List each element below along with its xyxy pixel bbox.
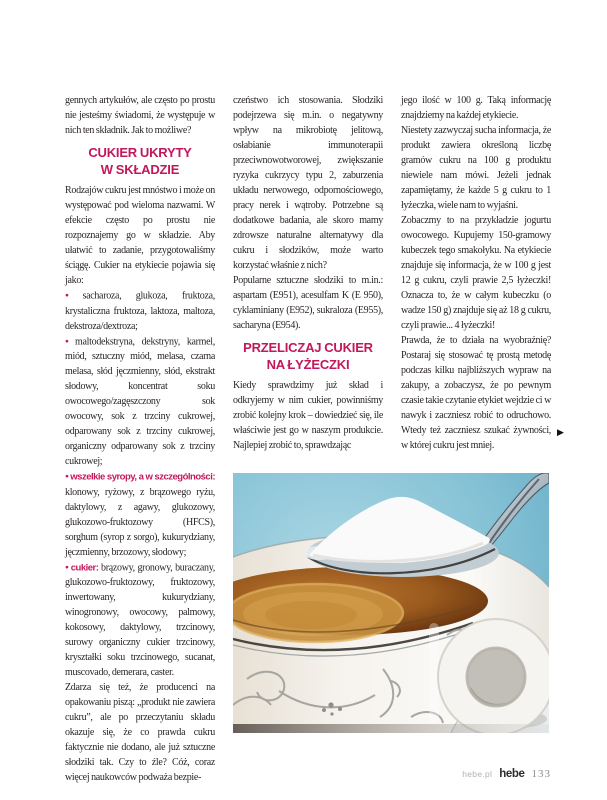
column-1 <box>65 93 215 785</box>
article-continues-arrow-icon: ▶ <box>557 428 564 438</box>
paragraph: Rodzajów cukru jest mnóstwo i może on występować pod wieloma nazwami. W efekcie często po prostu nie rozpoznajemy go w składzie. Aby ułatwić to zadanie, przygotowaliśmy ściągę. Cukier na etykiecie pojawia się jako: <box>65 185 215 286</box>
footer-website: hebe.pl <box>462 769 493 779</box>
photo-bottom-shadow <box>233 724 549 733</box>
footer-page-number: 133 <box>531 768 551 780</box>
list-item-text: klonowy, ryżowy, z brązowego ryżu, daktylowy, z agawy, glukozowy, glukozowo-fruktozowy (HFCS), sorghum (syrop z sorgo), kukurydziany, jęczmienny, brzozowy, słodowy; <box>65 486 215 558</box>
paragraph: Popularne sztuczne słodziki to m.in.: aspartam (E951), acesulfam K (E 950), cyklaminiany (E952), sukraloza (E955), sacharyna (E954). <box>233 275 383 331</box>
section-heading-cukier-ukryty <box>65 145 215 178</box>
footer-brand-logo: hebe <box>499 768 525 780</box>
list-item <box>65 560 215 681</box>
list-item-text: sacharoza, glukoza, fruktoza, krystaliczna fruktoza, laktoza, maltoza, dekstroza/dextroza; <box>65 290 215 332</box>
heading-line: W SKŁADZIE <box>100 161 180 177</box>
paragraph: czeństwo ich stosowania. Słodziki podejrzewa się m.in. o negatywny wpływ na mikrobiotę jelitową, osłabianie immunoterapii przeciwnowotworowej, zwiększanie ryzyka cukrzycy typu 2, zaburzenia układu nerwowego, odpornościowego, pracy nerek i wątroby. Potrzebne są dodatkowe badania, ale skoro mamy zdrowsze naturalne alternatywy dla cukru i słodzików, może warto korzystać właśnie z nich? <box>233 95 383 271</box>
paragraph: jego ilość w 100 g. Taką informację znajdziemy na każdej etykiecie. <box>401 95 551 121</box>
section-heading-przeliczaj-cukier <box>233 340 383 373</box>
heading-line: NA ŁYŻECZKI <box>266 356 350 372</box>
list-item-text: maltodekstryna, dekstryny, karmel, miód, sztuczny miód, melasa, czarna melasa, słód jęczmienny, słód, ekstrakt słodowy, koncentrat soku owocowego/zagęszczony sok owocowy, sok z trzciny cukrowej, odparowany sok z trzciny cukrowej, organiczny odparowany sok z trzciny cukrowej; <box>65 336 215 467</box>
lemon-slice <box>233 584 403 642</box>
list-item <box>65 469 215 560</box>
tea-cup-sugar-photo <box>233 473 549 733</box>
heading-line: PRZELICZAJ CUKIER <box>243 340 373 355</box>
list-item <box>65 334 215 470</box>
list-item-lead: cukier: <box>70 562 99 573</box>
list-item-lead: wszelkie syropy, a w szczególności: <box>70 471 215 483</box>
page-footer <box>0 768 551 780</box>
bullet-icon: ● <box>65 292 82 299</box>
heading-line: CUKIER UKRYTY <box>88 145 192 160</box>
paragraph: gennych artykułów, ale często po prostu nie jesteśmy świadomi, że występuje w nich ten składnik. Jak to możliwe? <box>65 95 215 136</box>
paragraph: Niestety zazwyczaj sucha informacja, że produkt zawiera określoną liczbę gramów cukru na 100 g produktu niewiele nam mówi. Jeżeli jednak zapamiętamy, że każde 5 g cukru to 1 łyżeczka, wiele nam to wyjaśni. <box>401 125 551 211</box>
bullet-icon: ● <box>65 337 75 345</box>
paragraph: Kiedy sprawdzimy już skład i odkryjemy w nim cukier, powinniśmy zrobić kolejny krok – dowiedzieć się, ile właściwie jest go w naszym produkcie. Najlepiej zrobić to, sprawdzając <box>233 380 383 451</box>
paragraph: Prawda, że to działa na wyobraźnię? Postaraj się stosować tę prostą metodę podczas kilku najbliższych wypraw na zakupy, a zobaczysz, że po pewnym czasie takie czytanie etykiet wejdzie ci w nawyk i zaczniesz robić to odruchowo. Wtedy też zaczniesz szukać żywności, w której cukru jest mniej. <box>401 335 551 451</box>
bullet-icon: ● <box>65 473 70 480</box>
sugar-names-list <box>65 288 215 680</box>
tea-photo-illustration <box>233 473 549 733</box>
list-item-text: brązowy, gronowy, buraczany, glukozowo-fruktozowy, fruktozowy, inwertowany, kukurydziany, winogronowy, owocowy, palmowy, kokosowy, daktylowy, trzcinowy, surowy organiczny cukier trzcinowy, kryształki soku trzcinowego, sucanat, muscovado, demerara, caster. <box>65 562 215 678</box>
bullet-icon: ● <box>65 563 70 571</box>
paragraph: Zobaczmy to na przykładzie jogurtu owocowego. Kupujemy 150-gramowy kubeczek tego smakołyku. Na etykiecie znajduje się informacja, że w 100 g jest 12 g cukru, czyli prawie 2,5 łyżeczki! Oznacza to, że w całym kubeczku (o wadze 150 g) znajduje się aż 18 g cukru, czyli prawie... 4 łyżeczki! <box>401 215 551 331</box>
list-item <box>65 288 215 334</box>
cup-handle <box>438 619 549 733</box>
paragraph: Zdarza się też, że producenci na opakowaniu piszą: „produkt nie zawiera cukru”, ale po przeczytaniu składu okazuje się, że co prawda cukru faktycznie nie dodano, ale już sztuczne słodziki tak. Czy to źle? Cóż, coraz więcej naukowców podważa bezpie- <box>65 682 215 783</box>
